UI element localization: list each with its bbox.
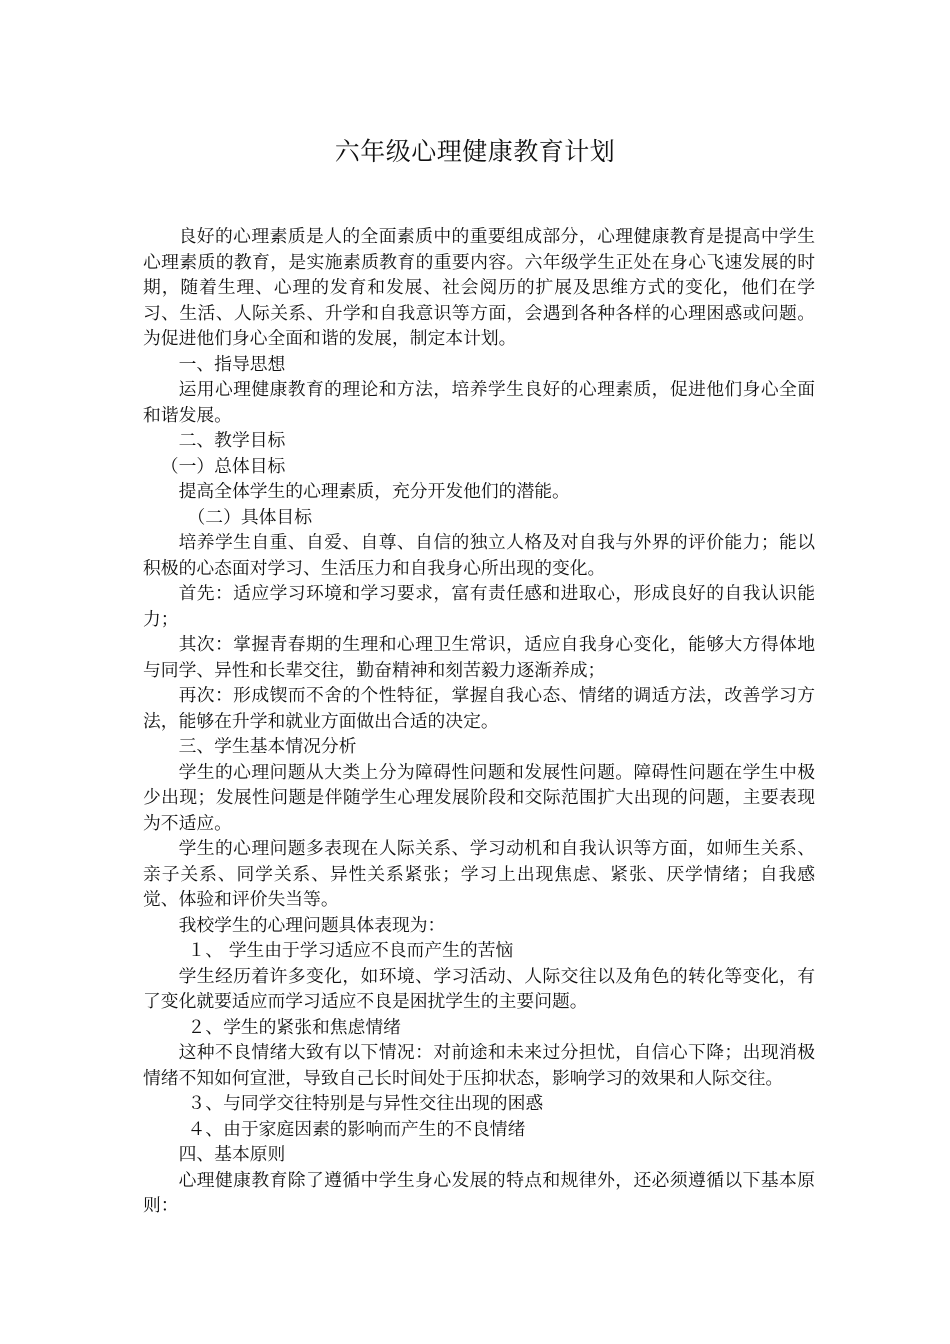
section-heading: 一、指导思想 — [178, 353, 286, 375]
list-item-heading: ２、学生的紧张和焦虑情绪 — [187, 1016, 401, 1038]
subsection-heading: （二）具体目标 — [187, 506, 312, 528]
list-item-heading: １、 学生由于学习适应不良而产生的苦恼 — [187, 940, 514, 961]
body-paragraph: 心理健康教育除了遵循中学生身心发展的特点和规律外，还必须遵循以下基本原则： — [143, 1169, 815, 1216]
body-paragraph: 其次：掌握青春期的生理和心理卫生常识，适应自我身心变化，能够大方得体地与同学、异性和长辈交往，勤奋精神和刻苦毅力逐渐养成； — [143, 634, 815, 681]
body-paragraph: 这种不良情绪大致有以下情况：对前途和未来过分担忧，自信心下降；出现消极情绪不知如何宣泄，导致自己长时间处于压抑状态，影响学习的效果和人际交往。 — [143, 1042, 815, 1089]
document-body — [143, 224, 815, 1219]
body-paragraph: 培养学生自重、自爱、自尊、自信的独立人格及对自我与外界的评价能力；能以积极的心态面对学习、生活压力和自我身心所出现的变化。 — [143, 532, 815, 579]
document-title: 六年级心理健康教育计划 — [334, 137, 616, 166]
body-paragraph: 运用心理健康教育的理论和方法，培养学生良好的心理素质，促进他们身心全面和谐发展。 — [143, 379, 815, 426]
body-paragraph: 学生的心理问题从大类上分为障碍性问题和发展性问题。障碍性问题在学生中极少出现；发展性问题是伴随学生心理发展阶段和交际范围扩大出现的问题，主要表现为不适应。 — [143, 761, 815, 834]
body-paragraph: 我校学生的心理问题具体表现为： — [178, 914, 446, 936]
body-paragraph: 学生的心理问题多表现在人际关系、学习动机和自我认识等方面，如师生关系、亲子关系、同学关系、异性关系紧张；学习上出现焦虑、紧张、厌学情绪；自我感觉、体验和评价失当等。 — [143, 838, 815, 910]
body-paragraph: 再次：形成锲而不舍的个性特征，掌握自我心态、情绪的调适方法，改善学习方法，能够在升学和就业方面做出合适的决定。 — [143, 685, 815, 732]
body-paragraph: 首先：适应学习环境和学习要求，富有责任感和进取心，形成良好的自我认识能力； — [143, 583, 815, 630]
list-item-heading: ４、由于家庭因素的影响而产生的不良情绪 — [187, 1118, 526, 1140]
list-item-heading: ３、与同学交往特别是与异性交往出现的困惑 — [187, 1093, 544, 1114]
subsection-heading: （一）总体目标 — [160, 455, 286, 477]
section-heading: 二、教学目标 — [178, 430, 286, 451]
section-heading: 三、学生基本情况分析 — [178, 736, 357, 757]
intro-paragraph: 良好的心理素质是人的全面素质中的重要组成部分，心理健康教育是提高中学生心理素质的教育，是实施素质教育的重要内容。六年级学生正处在身心飞速发展的时期，随着生理、心理的发育和发展、社会阅历的扩展及思维方式的变化，他们在学习、生活、人际关系、升学和自我意识等方面，会遇到各种各样的心理困惑或问题。为促进他们身心全面和谐的发展，制定本计划。 — [143, 226, 815, 349]
body-paragraph: 学生经历着许多变化，如环境、学习活动、人际交往以及角色的转化等变化，有了变化就要适应而学习适应不良是困扰学生的主要问题。 — [143, 965, 815, 1012]
body-paragraph: 提高全体学生的心理素质，充分开发他们的潜能。 — [178, 481, 570, 502]
section-heading: 四、基本原则 — [178, 1144, 286, 1165]
